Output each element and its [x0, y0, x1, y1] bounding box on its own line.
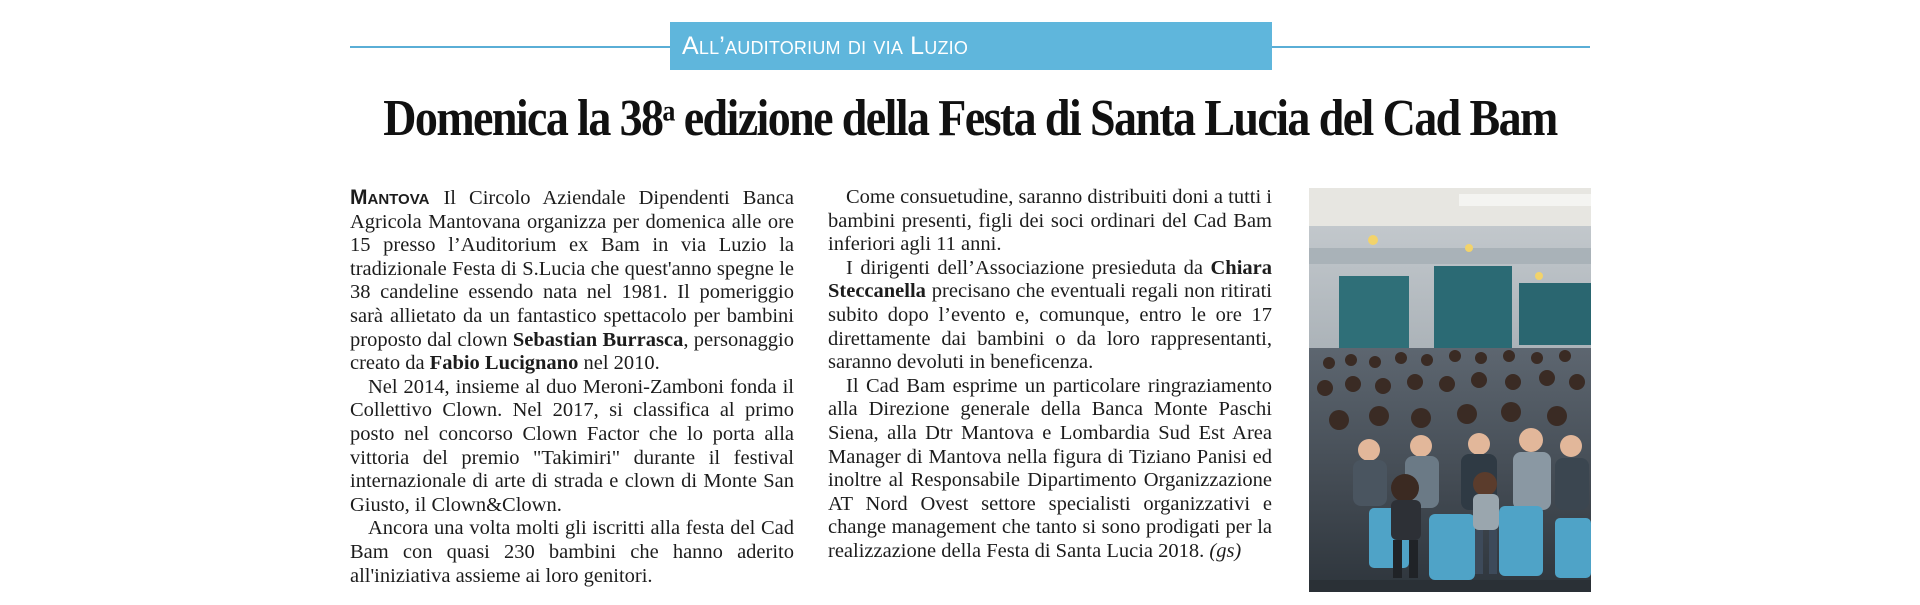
headline — [350, 88, 1590, 147]
audience-photo-icon — [1309, 188, 1591, 592]
person-name: Chiara Steccanella — [828, 256, 1272, 303]
kicker-rule-right — [1272, 46, 1590, 48]
article-paragraph-1 — [350, 186, 794, 376]
person-name: Fabio Lucignano — [429, 352, 579, 375]
paragraph-text: I dirigenti dell’Associazione presieduta da — [846, 256, 1211, 279]
person-name: Sebastian Burrasca — [512, 328, 684, 351]
article-column-2 — [828, 186, 1272, 564]
article-paragraph-5 — [828, 257, 1272, 375]
paragraph-text: Il Circolo Aziendale Dipendenti Banca Agricola Mantovana organizza per domenica alle ore 15 presso l’Auditorium ex Bam in via Luzio la tradizionale Festa di S.Lucia che quest'anno spegne le 38 candeline essendo nata nel 1981. Il pomeriggio sarà allietato da un fantastico spettacolo per bambini proposto dal clown — [350, 187, 794, 351]
paragraph-text: precisano che eventuali regali non ritirati subito dopo l’evento e, comunque, entro le ore 17 direttamente dai bambini o da loro rappresentanti, saranno devoluti in beneficenza. — [828, 280, 1272, 374]
headline-before: Domenica la 38 — [383, 89, 663, 147]
kicker-rule-left — [350, 46, 670, 48]
paragraph-text: Il Cad Bam esprime un particolare ringraziamento alla Direzione generale della Banca Monte Paschi Siena, alla Dtr Mantova e Lombardia Sud Est Area Manager di Mantova nella figura di Tiziano Panisi ed inoltre al Responsabile Dipartimento Organizzazione AT Nord Ovest settore specialisti organizzativi e change management che tanto si sono prodigati per la realizzazione della Festa di Santa Lucia 2018. — [828, 374, 1272, 562]
headline-ordinal: a — [662, 94, 674, 128]
paragraph-text: nel 2010. — [578, 352, 660, 375]
kicker-label: All’auditorium di via Luzio — [670, 22, 1272, 70]
signature: (gs) — [1209, 539, 1242, 562]
article-paragraph-2: Nel 2014, insieme al duo Meroni-Zamboni fonda il Collettivo Clown. Nel 2017, si classifica al primo posto nel concorso Clown Factor che lo porta alla vittoria del premio "Takimiri" durante il festival internazionale di arte di strada e clown di Monte San Giusto, il Clown&Clown. — [350, 375, 794, 516]
audience-photo — [1309, 188, 1591, 592]
article-paragraph-3: Ancora una volta molti gli iscritti alla festa del Cad Bam con quasi 230 bambini che hanno aderito all'iniziativa assieme ai loro genitori. — [350, 517, 794, 587]
headline-after: edizione della Festa di Santa Lucia del Cad Bam — [673, 89, 1557, 147]
dateline: Mantova — [350, 186, 430, 209]
article-paragraph-4: Come consuetudine, saranno distribuiti doni a tutti i bambini presenti, figli dei soci ordinari del Cad Bam inferiori agli 11 anni. — [828, 186, 1272, 256]
article-column-1 — [350, 186, 794, 588]
article-paragraph-6 — [828, 375, 1272, 564]
paragraph-text: , personaggio creato da — [350, 328, 794, 375]
